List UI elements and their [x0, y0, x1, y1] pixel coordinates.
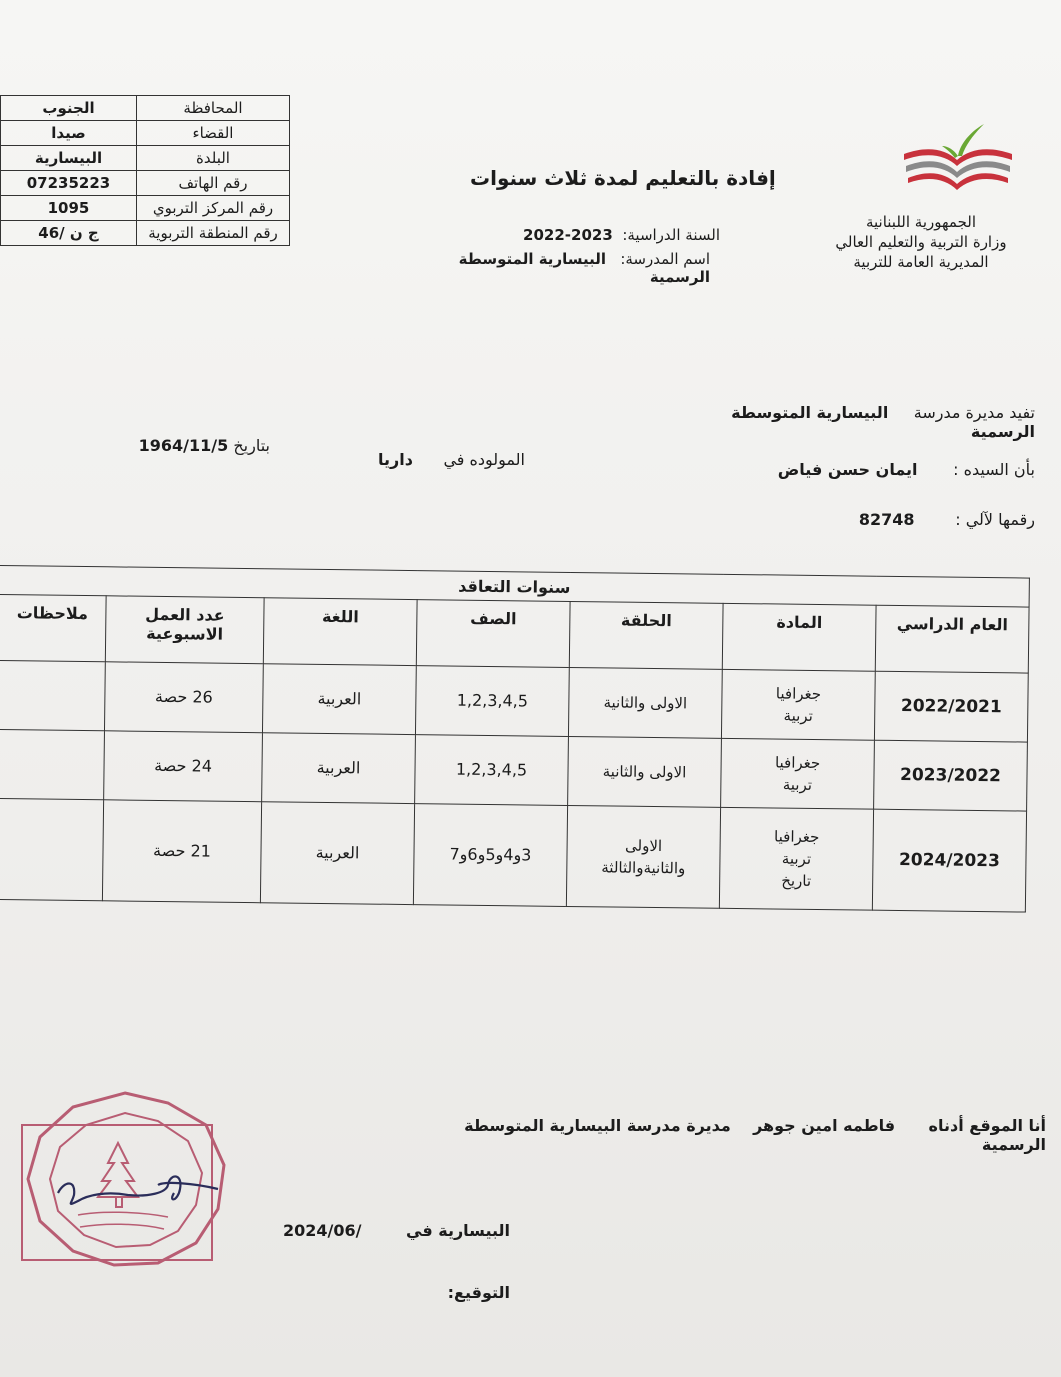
signature-label: التوقيع:	[447, 1283, 510, 1302]
ministry-header	[821, 212, 1021, 272]
header-weekly-hours: عدد العمل الاسبوعية	[105, 596, 264, 664]
school-year-value: 2022-2023	[523, 226, 613, 244]
birthplace-label: المولوده في	[443, 450, 525, 469]
cell-remarks	[0, 660, 105, 730]
signer-label: أنا الموقع أدناه	[928, 1116, 1046, 1135]
info-label: البلدة	[137, 146, 290, 171]
header-year: العام الدراسي	[875, 605, 1029, 673]
cycle-item: والثانيةوالثالثة	[601, 858, 686, 878]
cell-remarks	[0, 729, 104, 799]
school-name-value: البيسارية المتوسطة الرسمية	[458, 250, 710, 286]
cell-year: 2023/2022	[874, 740, 1028, 811]
signer-line	[430, 1116, 1046, 1154]
cell-remarks	[0, 798, 104, 900]
table-header-row	[0, 594, 1029, 673]
cell-language: العربية	[260, 802, 414, 905]
place-date: 2024/06/	[282, 1221, 362, 1240]
cell-hours: 26 حصة	[104, 662, 263, 733]
signature-line	[380, 1283, 510, 1302]
birthdate-label: بتاريخ	[233, 436, 270, 455]
cell-subject	[721, 669, 875, 740]
cycle-item: الاولى	[624, 836, 663, 856]
subject-item: جغرافيا	[774, 753, 821, 772]
header-remarks: ملاحظات	[0, 594, 106, 661]
ministry-logo-icon	[900, 120, 1015, 195]
cell-grade: 3و4و5و6و7	[413, 803, 567, 906]
info-row	[1, 196, 290, 221]
info-value: الجنوب	[1, 96, 137, 121]
signer-name: فاطمه امين جوهر	[753, 1116, 896, 1135]
birthdate-line	[115, 436, 270, 455]
subject-item: تربية	[783, 706, 813, 725]
cell-grade: 1,2,3,4,5	[415, 666, 569, 737]
birthdate-value: 1964/11/5	[138, 436, 229, 455]
info-value: 07235223	[1, 171, 137, 196]
cycle-item: الاولى والثانية	[602, 762, 687, 782]
info-row	[1, 121, 290, 146]
ministry-line: الجمهورية اللبنانية	[865, 213, 977, 231]
intro-line	[680, 403, 1035, 441]
school-year-label: السنة الدراسية:	[622, 226, 720, 244]
id-value: 82748	[858, 510, 915, 529]
cell-cycle	[568, 667, 722, 738]
id-label: رقمها لآلي :	[955, 510, 1035, 529]
cell-year: 2022/2021	[874, 671, 1028, 742]
place-label: البيسارية في	[406, 1221, 510, 1240]
official-stamp-icon	[18, 1085, 233, 1270]
birthplace-value: داريا	[378, 450, 413, 469]
info-value: صيدا	[1, 121, 137, 146]
contract-years-table	[0, 565, 1030, 913]
school-name-line	[410, 250, 710, 286]
intro-value: البيسارية المتوسطة الرسمية	[731, 403, 1035, 441]
subject-item: تاريخ	[781, 871, 812, 890]
document-title: إفادة بالتعليم لمدة ثلاث سنوات	[470, 166, 776, 190]
cell-subject	[721, 738, 875, 809]
header-grade: الصف	[416, 600, 570, 668]
info-label: القضاء	[137, 121, 290, 146]
cell-cycle	[568, 736, 722, 807]
id-line	[850, 510, 1035, 529]
cell-hours: 21 حصة	[102, 800, 261, 903]
table-row	[0, 660, 1028, 741]
subject-item: تربية	[781, 849, 812, 868]
info-row	[1, 146, 290, 171]
place-date-line	[270, 1221, 510, 1240]
cell-subject	[719, 807, 873, 910]
person-line	[775, 460, 1035, 479]
header-language: اللغة	[263, 598, 417, 666]
table-row	[0, 729, 1027, 810]
info-value: البيسارية	[1, 146, 137, 171]
ministry-line: المديرية العامة للتربية	[853, 253, 989, 271]
info-value: 1095	[1, 196, 137, 221]
cycle-item: الاولى والثانية	[603, 693, 688, 713]
info-row	[1, 96, 290, 121]
header-cycle: الحلقة	[569, 601, 723, 669]
school-name-label: اسم المدرسة:	[620, 250, 710, 268]
school-year-line	[410, 226, 720, 244]
cell-year: 2024/2023	[872, 809, 1026, 912]
person-name: ايمان حسن فياض	[777, 460, 918, 479]
cell-language: العربية	[262, 733, 416, 804]
info-value: ج ن /46	[1, 221, 137, 246]
subject-item: جغرافيا	[774, 827, 820, 846]
intro-label: تفيد مديرة مدرسة	[913, 403, 1035, 422]
info-label: المحافظة	[137, 96, 290, 121]
signer-role: مديرة مدرسة البيسارية المتوسطة الرسمية	[464, 1116, 1046, 1154]
info-label: رقم الهاتف	[137, 171, 290, 196]
cell-grade: 1,2,3,4,5	[415, 734, 569, 805]
table-caption: سنوات التعاقد	[0, 565, 1029, 607]
info-row	[1, 171, 290, 196]
header-subject: المادة	[722, 603, 876, 671]
person-label: بأن السيده :	[953, 460, 1035, 479]
subject-item: جغرافيا	[775, 684, 822, 703]
info-label: رقم المركز التربوي	[137, 196, 290, 221]
cell-hours: 24 حصة	[104, 731, 263, 802]
info-label: رقم المنطقة التربوية	[137, 221, 290, 246]
birthplace-line	[370, 450, 525, 469]
cell-cycle	[566, 805, 720, 908]
cell-language: العربية	[262, 664, 416, 735]
table-row	[0, 798, 1027, 912]
school-info-table	[0, 95, 290, 246]
info-row	[1, 221, 290, 246]
ministry-line: وزارة التربية والتعليم العالي	[835, 233, 1007, 251]
subject-item: تربية	[782, 775, 813, 794]
